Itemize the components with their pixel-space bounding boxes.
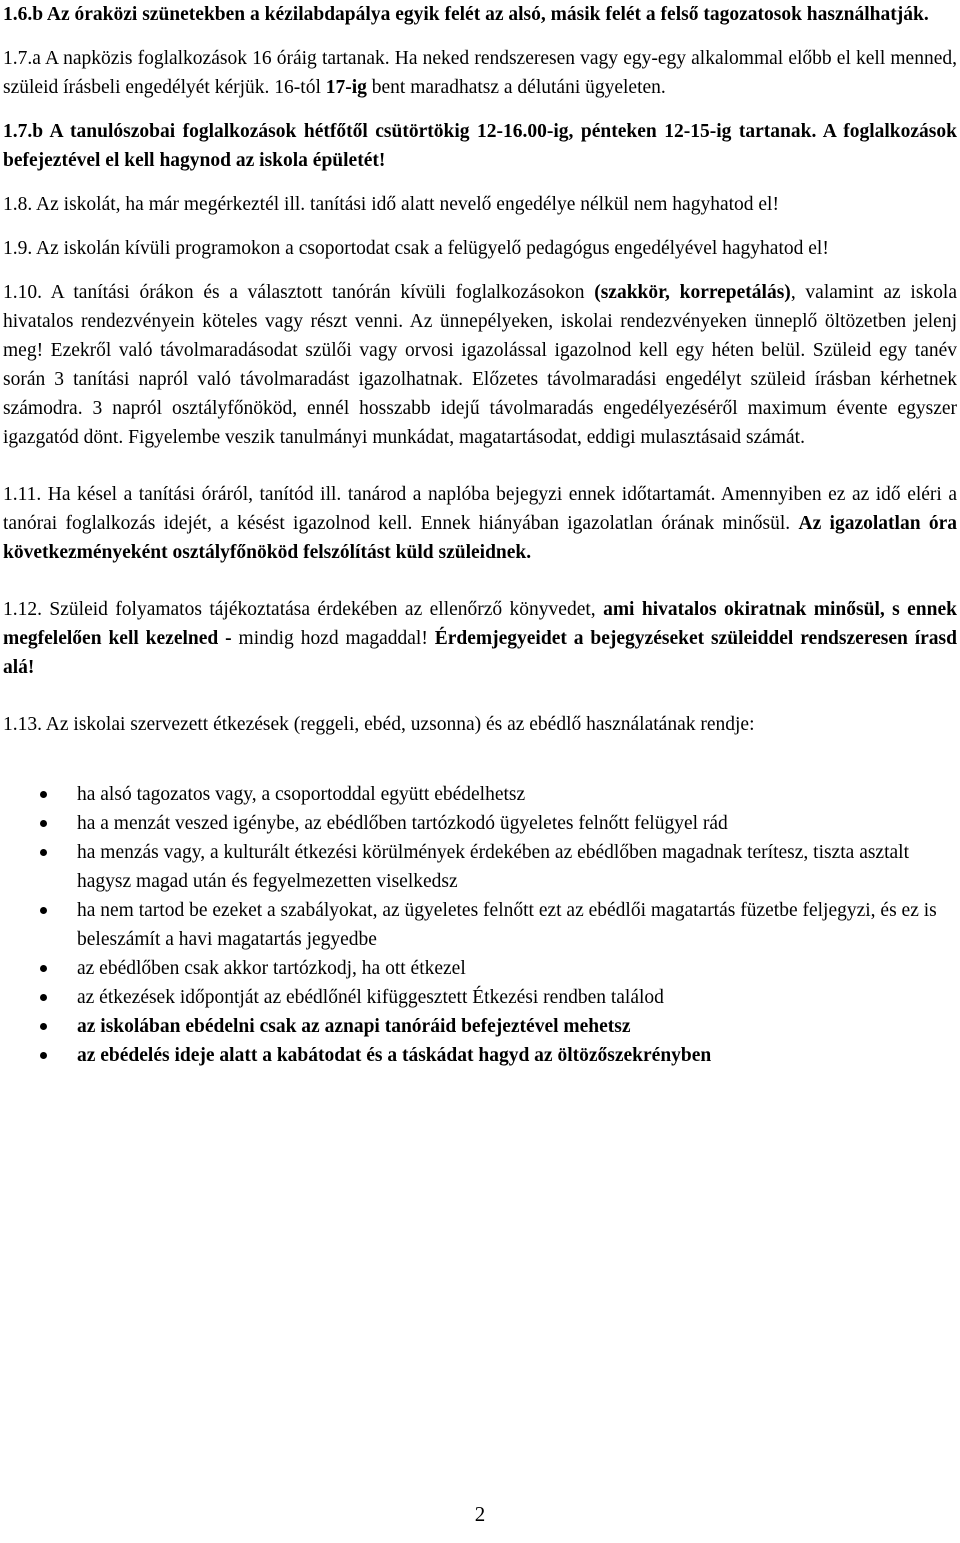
- paragraph-1-7b: [3, 117, 957, 175]
- list-item-text: az étkezések időpontját az ebédlőnél kifüggesztett Étkezési rendben találod: [77, 987, 664, 1008]
- paragraph-1-13-text: 1.13. Az iskolai szervezett étkezések (reggeli, ebéd, uzsonna) és az ebédlő használatának rendje:: [3, 714, 755, 735]
- list-item-text: ha nem tartod be ezeket a szabályokat, az ügyeletes felnőtt ezt az ebédlői magatartás füzetbe feljegyzi, és ez is beleszámít a havi magatartás jegyedbe: [77, 900, 937, 950]
- list-item: [3, 954, 957, 983]
- paragraph-1-12-text: 1.12. Szüleid folyamatos tájékoztatása érdekében az ellenőrző könyvedet,: [3, 599, 604, 620]
- paragraph-1-7a: [3, 44, 957, 102]
- list-item: [3, 780, 957, 809]
- bullet-icon: [40, 791, 47, 798]
- bullet-icon: [40, 849, 47, 856]
- list-item-text: az iskolában ebédelni csak az aznapi tanóráid befejeztével mehetsz: [77, 1016, 631, 1037]
- paragraph-1-10-text: 1.10. A tanítási órákon és a választott tanórán kívüli foglalkozásokon: [3, 282, 595, 303]
- paragraph-1-8: [3, 190, 957, 219]
- paragraph-1-12-bold-end: Érdemjegyeidet a bejegyzéseket szüleiddel rendszeresen írasd alá!: [3, 628, 957, 678]
- paragraph-1-9: [3, 234, 957, 263]
- paragraph-1-11: [3, 480, 957, 567]
- page-number: 2: [474, 1502, 486, 1526]
- bullet-icon: [40, 1023, 47, 1030]
- bullet-icon: [40, 994, 47, 1001]
- paragraph-1-10-text-end: , valamint az iskola hivatalos rendezvényein köteles vagy részt venni. Az ünnepélyeken, iskolai rendezvényeken ünneplő öltözetben jelenj meg! Ezekről való távolmaradásodat szülői vagy orvosi igazolással igazolnod kell egy héten belül. Szüleid egy tanév során 3 tanítási napról való távolmaradást igazolhatnak. Előzetes távolmaradási engedélyt szüleid írásban kérhetnek számodra. 3 napról osztályfőnököd, ennél hosszabb idejű távolmaradás engedélyezéséről maximum évente egyszer igazgatód dönt. Figyelembe veszik tanulmányi munkádat, magatartásodat, eddigi mulasztásaid számát.: [3, 282, 958, 448]
- list-item-text: az ebédelés ideje alatt a kabátodat és a táskádat hagyd az öltözőszekrényben: [77, 1045, 712, 1066]
- paragraph-1-11-bold: Az igazolatlan óra következményeként osztályfőnököd felszólítást küld szüleidnek.: [3, 513, 958, 563]
- paragraph-1-12-bold: ami hivatalos okiratnak minősül, s ennek megfelelően kell kezelned -: [3, 599, 957, 649]
- list-item: [3, 983, 957, 1012]
- list-item: [3, 838, 957, 896]
- paragraph-1-6b-text: 1.6.b Az óraközi szünetekben a kézilabdapálya egyik felét az alsó, másik felét a felső tagozatosok használhatják.: [3, 4, 929, 25]
- paragraph-1-10-bold: (szakkör, korrepetálás): [594, 282, 791, 303]
- list-item: [3, 1012, 957, 1041]
- list-item: [3, 896, 957, 954]
- paragraph-1-13: [3, 710, 957, 739]
- paragraph-1-7a-text-end: bent maradhatsz a délutáni ügyeleten.: [366, 77, 666, 98]
- list-item: [3, 809, 957, 838]
- bullet-icon: [40, 820, 47, 827]
- paragraph-1-12: [3, 595, 957, 682]
- bullet-icon: [40, 965, 47, 972]
- bullet-list: [3, 780, 957, 1070]
- paragraph-1-11-text: 1.11. Ha késel a tanítási óráról, tanítód ill. tanárod a naplóba bejegyzi ennek időtartamát. Amennyiben ez az idő eléri a tanórai foglalkozás idejét, a késést igazolnod kell. Ennek hiányában igazolatlan órának minősül.: [3, 484, 957, 534]
- paragraph-1-9-text: 1.9. Az iskolán kívüli programokon a csoportodat csak a felügyelő pedagógus engedélyével hagyhatod el!: [3, 238, 829, 259]
- bullet-icon: [40, 1052, 47, 1059]
- paragraph-1-10: [3, 278, 957, 452]
- document-body: [3, 0, 957, 1070]
- list-item-text: az ebédlőben csak akkor tartózkodj, ha ott étkezel: [77, 958, 466, 979]
- paragraph-1-12-text-mid: mindig hozd magaddal!: [231, 628, 435, 649]
- list-item-text: ha a menzát veszed igénybe, az ebédlőben tartózkodó ügyeletes felnőtt felügyel rád: [77, 813, 728, 834]
- paragraph-1-7a-bold: 17-ig: [325, 77, 367, 98]
- bullet-icon: [40, 907, 47, 914]
- paragraph-1-8-text: 1.8. Az iskolát, ha már megérkeztél ill. tanítási idő alatt nevelő engedélye nélkül nem hagyhatod el!: [3, 194, 779, 215]
- paragraph-1-6b: [3, 0, 957, 29]
- paragraph-1-7a-text: 1.7.a A napközis foglalkozások 16 óráig tartanak. Ha neked rendszeresen vagy egy-egy alkalommal előbb el kell menned, szüleid írásbeli engedélyét kérjük. 16-tól: [3, 48, 957, 98]
- list-item-text: ha menzás vagy, a kulturált étkezési körülmények érdekében az ebédlőben magadnak terítesz, tiszta asztalt hagysz magad után és fegyelmezetten viselkedsz: [77, 842, 909, 892]
- list-item: [3, 1041, 957, 1070]
- paragraph-1-7b-text: 1.7.b A tanulószobai foglalkozások hétfőtől csütörtökig 12-16.00-ig, pénteken 12-15-ig tartanak. A foglalkozások befejeztével el kell hagynod az iskola épületét!: [3, 121, 957, 171]
- list-item-text: ha alsó tagozatos vagy, a csoportoddal együtt ebédelhetsz: [77, 784, 526, 805]
